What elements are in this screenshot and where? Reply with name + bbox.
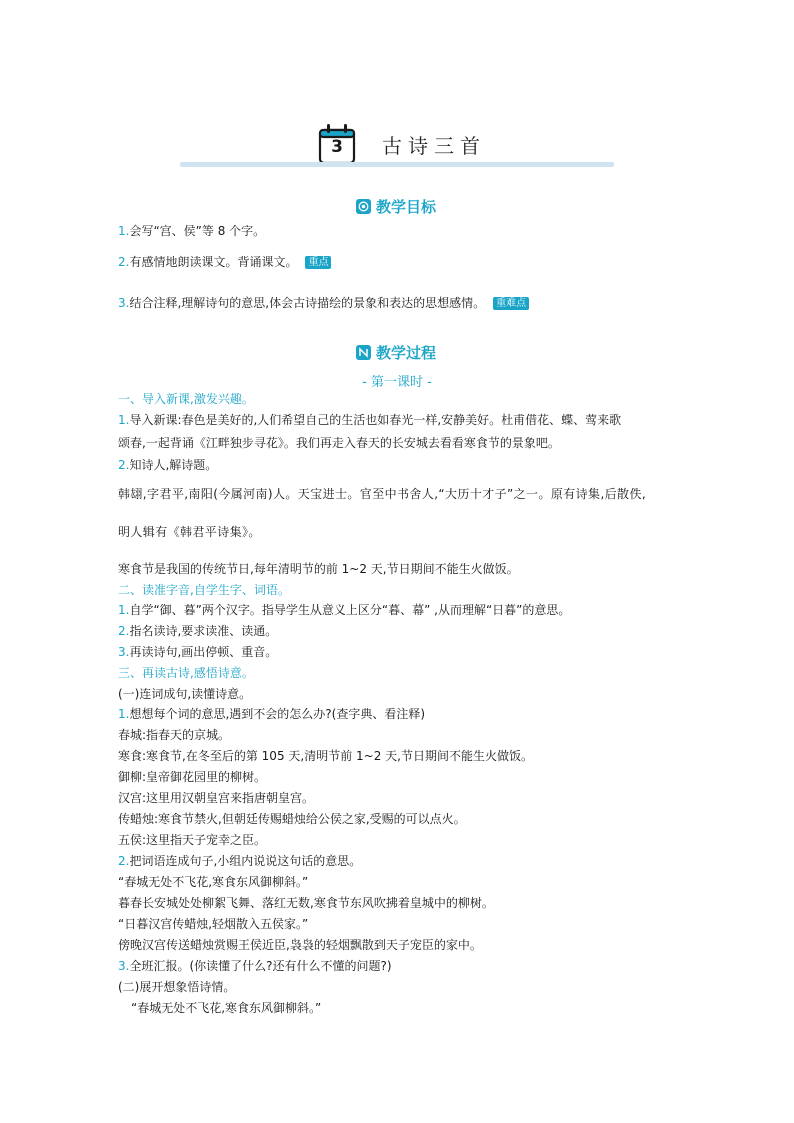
item-number: 2.	[118, 624, 130, 638]
line-text: “日暮汉宫传蜡烛,轻烟散入五侯家。”	[118, 917, 309, 931]
line-text: 五侯:这里指天子宠幸之臣。	[118, 833, 267, 847]
body-line	[118, 728, 230, 743]
process-heading-text: 教学过程	[376, 344, 437, 362]
line-text: 指名读诗,要求读准、读通。	[129, 624, 278, 638]
body-line	[131, 1001, 321, 1016]
body-line	[118, 487, 646, 502]
title-divider	[180, 162, 614, 167]
line-text: 想想每个词的意思,遇到不会的怎么办?(查字典、看注释)	[129, 707, 426, 721]
body-line	[118, 875, 308, 890]
body-line	[118, 413, 621, 428]
line-text: “春城无处不飞花,寒食东风御柳斜。”	[131, 1001, 322, 1015]
body-line	[118, 770, 266, 785]
target-icon	[356, 199, 371, 214]
line-text: 自学“御、暮”两个汉字。指导学生从意义上区分“暮、幕” ,从而理解“日暮”的意思。	[129, 603, 571, 617]
body-line	[118, 687, 251, 702]
item-number: 1.	[118, 707, 130, 721]
line-text: 傍晚汉宫传送蜡烛赏赐王侯近臣,袅袅的轻烟飘散到天子宠臣的家中。	[118, 938, 482, 952]
line-text: 再读诗句,画出停顿、重音。	[129, 645, 278, 659]
body-line	[118, 707, 425, 722]
item-number: 2.	[118, 458, 130, 472]
line-text: 传蜡烛:寒食节禁火,但朝廷传赐蜡烛给公侯之家,受赐的可以点火。	[118, 812, 466, 826]
body-line	[118, 938, 482, 953]
body-line	[118, 603, 570, 618]
line-text: 颂春,一起背诵《江畔独步寻花》。我们再走入春天的长安城去看看寒食节的景象吧。	[118, 436, 560, 450]
body-line	[118, 854, 361, 869]
period-subtitle: - 第一课时 -	[362, 375, 432, 390]
lesson-title: 古诗三首	[382, 134, 486, 158]
body-line	[118, 562, 519, 577]
section-subheading	[118, 583, 290, 598]
line-text: 全班汇报。(你读懂了什么?还有什么不懂的问题?)	[129, 959, 392, 973]
line-text: 一、导入新课,激发兴趣。	[118, 392, 254, 406]
body-line	[118, 980, 235, 995]
body-line	[118, 749, 533, 764]
line-text: 春城:指春天的京城。	[118, 728, 231, 742]
line-text: 韩翃,字君平,南阳(今属河南)人。天宝进士。官至中书舍人,“大历十才子”之一。原有诗集,后散佚,	[118, 487, 647, 501]
objective-item: 1.会写“宫、侯”等 8 个字。	[118, 224, 266, 238]
line-text: 二、读准字音,自学生字、词语。	[118, 583, 290, 597]
line-text: 知诗人,解诗题。	[129, 458, 218, 472]
process-icon	[356, 345, 371, 360]
objectives-heading	[356, 196, 436, 217]
line-text: 寒食节是我国的传统节日,每年清明节的前 1~2 天,节日期间不能生火做饭。	[118, 562, 519, 576]
key-point-badge: 重点	[305, 256, 331, 269]
line-text: 三、再读古诗,感悟诗意。	[118, 666, 254, 680]
item-number: 3.	[118, 959, 130, 973]
line-text: 汉宫:这里用汉朝皇宫来指唐朝皇宫。	[118, 791, 315, 805]
line-text: 明人辑有《韩君平诗集》。	[118, 525, 261, 539]
line-text: 暮春长安城处处柳絮飞舞、落红无数,寒食节东风吹拂着皇城中的柳树。	[118, 896, 494, 910]
lesson-number: 3	[331, 137, 343, 157]
body-line	[118, 458, 217, 473]
line-text: (二)展开想象悟诗情。	[118, 980, 236, 994]
line-text: “春城无处不飞花,寒食东风御柳斜。”	[118, 875, 309, 889]
body-line	[118, 959, 392, 974]
item-number: 3.	[118, 645, 130, 659]
difficulty-badge: 重难点	[493, 297, 529, 310]
item-number: 1.	[118, 603, 130, 617]
body-line	[118, 791, 314, 806]
line-text: 导入新课:春色是美好的,人们希望自己的生活也如春光一样,安静美好。杜甫借花、蝶、莺来歌	[129, 413, 622, 427]
line-text: 寒食:寒食节,在冬至后的第 105 天,清明节前 1~2 天,节日期间不能生火做饭。	[118, 749, 533, 763]
item-number: 2.	[118, 854, 130, 868]
section-subheading	[118, 666, 254, 681]
body-line	[118, 624, 277, 639]
line-text: 把词语连成句子,小组内说说这句话的意思。	[129, 854, 362, 868]
body-line	[118, 436, 560, 451]
body-line	[118, 645, 277, 660]
body-line	[118, 833, 266, 848]
objective-item: 2.有感情地朗读课文。背诵课文。 重点	[118, 255, 331, 270]
body-line	[118, 525, 261, 540]
objectives-heading-text: 教学目标	[376, 198, 437, 216]
body-line	[118, 896, 494, 911]
item-number: 1.	[118, 413, 130, 427]
line-text: 御柳:皇帝御花园里的柳树。	[118, 770, 267, 784]
line-text: (一)连词成句,读懂诗意。	[118, 687, 252, 701]
body-line	[118, 812, 466, 827]
objective-item: 3.结合注释,理解诗句的意思,体会古诗描绘的景象和表达的思想感情。 重难点	[118, 296, 529, 311]
section-subheading	[118, 392, 254, 407]
body-line	[118, 917, 308, 932]
process-heading	[356, 342, 436, 363]
